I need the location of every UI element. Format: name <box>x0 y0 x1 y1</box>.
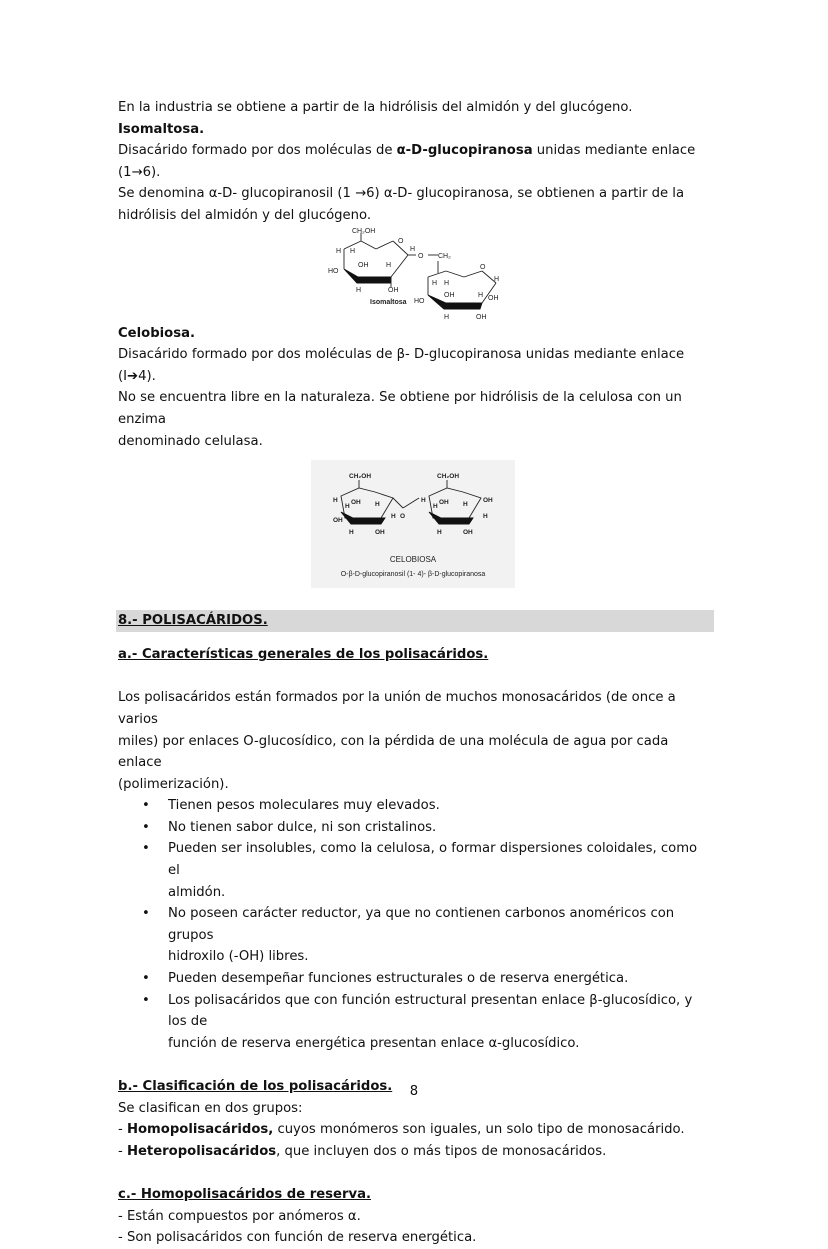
list-item-text: No poseen carácter reductor, ya que no contienen carbonos anoméricos con grupos <box>168 906 675 943</box>
celobiosa-paragraph-1: Disacárido formado por dos moléculas de β- D-glucopiranosa unidas mediante enlace (I➔4). <box>118 347 685 384</box>
ch2-label: CH₂ <box>438 252 451 260</box>
list-item-text: almidón. <box>168 884 226 900</box>
list-item-text: Pueden desempeñar funciones estructurales o de reserva energética. <box>168 971 629 987</box>
oh-label: OH <box>388 286 399 294</box>
h-label: H <box>483 513 488 521</box>
h-label: H <box>345 503 350 511</box>
figure-caption: CELOBIOSA <box>389 555 437 565</box>
list-item <box>118 990 712 1055</box>
homopolisacaridos-line <box>118 1119 712 1141</box>
oh-label: OH <box>488 294 499 302</box>
celobiosa-paragraph-2: No se encuentra libre en la naturaleza. Se obtiene por hidrólisis de la celulosa con un enzima <box>118 390 682 427</box>
ch2oh-label: CH₂OH <box>352 227 376 235</box>
ch2oh-label: CH₂OH <box>437 473 460 481</box>
subsection-a-paragraph-1: Los polisacáridos están formados por la unión de muchos monosacáridos (de once a varios <box>118 690 676 727</box>
subsection-c-line-1: - Están compuestos por anómeros α. <box>118 1208 361 1224</box>
h-label: H <box>478 291 484 299</box>
list-item <box>118 903 712 968</box>
isomaltosa-paragraph-1 <box>118 140 712 183</box>
ho-label: HO <box>414 297 425 305</box>
oh-label: OH <box>444 291 455 299</box>
list-item <box>118 795 712 817</box>
list-item-text: Tienen pesos moleculares muy elevados. <box>168 798 440 814</box>
oh-label: OH <box>483 497 493 505</box>
h-label: H <box>333 497 338 505</box>
h-label: H <box>463 501 468 509</box>
subsection-b-heading: b.- Clasificación de los polisacáridos. <box>118 1079 393 1094</box>
h-label: H <box>356 286 362 294</box>
h-label: H <box>421 497 426 505</box>
bold-term: Heteropolisacáridos <box>126 1143 277 1159</box>
h-label: H <box>349 529 354 537</box>
oh-label: OH <box>439 499 449 507</box>
text-run: - <box>118 1143 127 1159</box>
h-label: H <box>444 279 450 287</box>
h-label: H <box>375 501 380 509</box>
text-run: , que incluyen dos o más tipos de monosacáridos. <box>276 1143 607 1159</box>
h-label: H <box>350 247 356 255</box>
oh-label: OH <box>476 313 487 321</box>
bold-term: α-D-glucopiranosa <box>396 143 533 159</box>
list-item-text: Los polisacáridos que con función estructural presentan enlace β-glucosídico, y los de <box>168 992 693 1030</box>
h-label: H <box>437 529 442 537</box>
text-run: unidas mediante enlace (1→6). <box>118 143 696 180</box>
h-label: H <box>432 279 438 287</box>
celobiosa-structure-figure <box>311 460 515 588</box>
isomaltosa-heading: Isomaltosa. <box>118 121 205 137</box>
link-oxygen-label: O <box>418 252 424 260</box>
section-8-title: 8.- POLISACÁRIDOS. <box>118 613 268 629</box>
ch2oh-label: CH₂OH <box>349 473 372 481</box>
subsection-b-paragraph: Se clasifican en dos grupos: <box>118 1100 303 1116</box>
list-item <box>118 817 712 839</box>
ring-oxygen-label: O <box>398 237 404 245</box>
text-run: - <box>118 1122 127 1138</box>
list-item <box>118 968 712 990</box>
list-item-text: Pueden ser insolubles, como la celulosa, o formar dispersiones coloidales, como el <box>168 841 698 879</box>
bridge-oxygen-label: O <box>400 513 406 521</box>
subsection-a-heading: a.- Características generales de los polisacáridos. <box>118 647 489 663</box>
bold-term: Homopolisacáridos, <box>126 1122 274 1138</box>
celobiosa-heading: Celobiosa. <box>118 325 195 341</box>
heteropolisacaridos-line <box>118 1141 712 1163</box>
subsection-a-paragraph-2: miles) por enlaces O-glucosídico, con la pérdida de una molécula de agua por cada enlace <box>118 733 669 771</box>
oh-label: OH <box>375 529 385 537</box>
list-item-text: No tienen sabor dulce, ni son cristalinos. <box>168 819 437 835</box>
page-number: 8 <box>409 1084 419 1099</box>
h-label: H <box>391 513 396 521</box>
isomaltosa-structure-figure <box>324 227 508 323</box>
oh-label: OH <box>463 529 473 537</box>
ring-oxygen-label: O <box>480 263 486 271</box>
ho-label: HO <box>328 267 339 275</box>
celobiosa-paragraph-3: denominado celulasa. <box>118 433 263 449</box>
isomaltosa-paragraph-2: Se denomina α-D- glucopiranosil (1 →6) α-D- glucopiranosa, se obtienen a partir de la <box>118 186 685 202</box>
oh-label: OH <box>351 499 361 507</box>
characteristics-list <box>118 795 712 1054</box>
isomaltosa-paragraph-3: hidrólisis del almidón y del glucógeno. <box>118 207 372 223</box>
intro-line: En la industria se obtiene a partir de la hidrólisis del almidón y del glucógeno. <box>118 100 633 115</box>
subsection-c-heading: c.- Homopolisacáridos de reserva. <box>118 1186 371 1202</box>
h-label: H <box>444 313 450 321</box>
oh-label: OH <box>333 517 343 525</box>
section-8-title-bar <box>116 610 714 632</box>
subsection-a-paragraph-3: (polimerización). <box>118 776 229 792</box>
oh-label: OH <box>358 261 369 269</box>
h-label: H <box>433 503 438 511</box>
text-run: Disacárido formado por dos moléculas de <box>118 143 397 159</box>
text-run: cuyos monómeros son iguales, un solo tipo de monosacárido. <box>273 1122 685 1138</box>
list-item <box>118 838 712 903</box>
list-item-text: hidroxilo (-OH) libres. <box>168 949 309 965</box>
h-label: H <box>410 245 416 253</box>
h-label: H <box>336 247 342 255</box>
h-label: H <box>386 261 392 269</box>
subsection-c-line-2: - Son polisacáridos con función de reserva energética. <box>118 1230 477 1246</box>
h-label: H <box>494 275 500 283</box>
figure-caption: Isomaltosa <box>370 298 407 306</box>
figure-subcaption: O-β-D-glucopiranosil (1- 4)- β-D-glucopiranosa <box>340 571 486 579</box>
document-page <box>118 97 712 1249</box>
list-item-text: función de reserva energética presentan enlace α-glucosídico. <box>168 1035 580 1051</box>
